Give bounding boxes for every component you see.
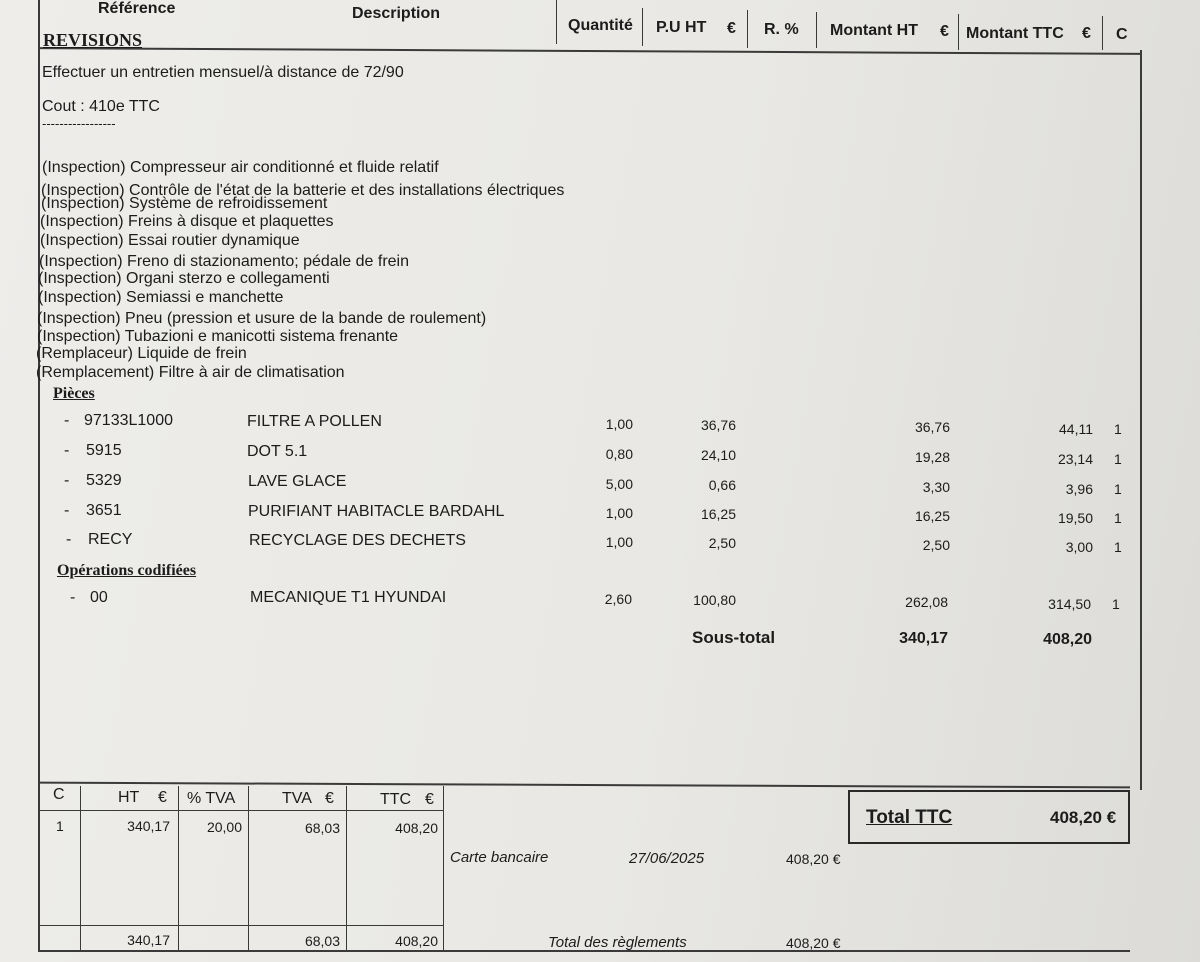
- operation-unit-price: 100,80: [693, 592, 736, 608]
- vat-row-ht: 340,17: [127, 818, 170, 834]
- vat-row-tva: 68,03: [304, 820, 340, 836]
- inspection-line: (Inspection) Contrôle de l'état de la batterie et des installations électriques: [41, 182, 565, 199]
- total-ttc-label: Total TTC: [866, 807, 953, 828]
- part-reference: 3651: [86, 502, 122, 519]
- part-description: DOT 5.1: [247, 443, 308, 460]
- vat-header-rate: % TVA: [187, 790, 236, 807]
- col-reference: Référence: [98, 0, 176, 17]
- col-amount-ht: Montant HT: [830, 22, 918, 39]
- col-unit-price: P.U HT: [656, 19, 707, 36]
- subtotal-label: Sous-total: [692, 628, 776, 647]
- section-title: REVISIONS: [43, 30, 143, 50]
- part-unit-price: 24,10: [700, 447, 736, 463]
- part-amount-ttc: 3,00: [1065, 539, 1093, 555]
- part-code: 1: [1114, 421, 1122, 437]
- vat-header-ht-currency: €: [158, 789, 167, 806]
- intro-line-2: Cout : 410e TTC: [42, 98, 160, 115]
- inspection-line: (Inspection) Pneu (pression et usure de la bande de roulement): [37, 310, 487, 327]
- inspection-line: (Remplacement) Filtre à air de climatisation: [36, 364, 345, 381]
- footer-top-line: [38, 782, 1130, 789]
- operation-amount-ttc: 314,50: [1048, 596, 1091, 612]
- col-discount: R. %: [764, 21, 799, 38]
- part-reference: 97133L1000: [84, 412, 173, 429]
- inspection-line: (Inspection) Essai routier dynamique: [40, 232, 300, 249]
- part-amount-ht: 16,25: [914, 508, 950, 524]
- part-reference: RECY: [88, 531, 133, 548]
- part-amount-ttc: 3,96: [1065, 481, 1093, 497]
- inspection-line: (Inspection) Organi sterzo e collegamenti: [38, 270, 330, 287]
- vat-total-ttc: 408,20: [395, 933, 438, 949]
- col-amount-ht-currency: €: [940, 23, 949, 40]
- col-amount-ttc: Montant TTC: [966, 25, 1064, 42]
- part-amount-ht: 19,28: [914, 449, 950, 465]
- payment-date: 27/06/2025: [629, 850, 705, 867]
- operation-description: MECANIQUE T1 HYUNDAI: [250, 589, 447, 606]
- frame-left: [38, 0, 40, 950]
- part-reference: 5915: [86, 442, 122, 459]
- inspection-line: (Inspection) Freno di stazionamento; pédale de frein: [39, 253, 409, 270]
- operations-title: Opérations codifiées: [57, 562, 197, 579]
- part-code: 1: [1114, 510, 1122, 526]
- payment-method: Carte bancaire: [450, 849, 549, 866]
- vat-total-tva: 68,03: [304, 933, 340, 949]
- col-unit-price-currency: €: [727, 20, 736, 37]
- vat-row-rate: 20,00: [206, 819, 242, 835]
- part-quantity: 0,80: [605, 446, 633, 462]
- inspection-line: (Inspection) Système de refroidissement: [41, 195, 328, 212]
- total-ttc-amount: 408,20 €: [1050, 808, 1117, 827]
- frame-right: [1140, 50, 1142, 790]
- intro-separator: -----------------: [42, 116, 116, 131]
- vat-header-ttc-currency: €: [425, 791, 434, 808]
- payments-total-amount: 408,20 €: [786, 935, 841, 951]
- part-reference: 5329: [86, 472, 122, 489]
- vat-total-ht: 340,17: [127, 932, 170, 948]
- inspection-line: (Inspection) Compresseur air conditionné et fluide relatif: [42, 159, 439, 176]
- part-amount-ttc: 44,11: [1059, 421, 1093, 437]
- part-unit-price: 0,66: [708, 477, 736, 493]
- part-quantity: 1,00: [605, 416, 633, 432]
- part-quantity: 5,00: [605, 476, 633, 492]
- subtotal-ttc: 408,20: [1043, 631, 1092, 648]
- vat-header-code: C: [53, 786, 65, 803]
- part-code: 1: [1114, 481, 1122, 497]
- part-unit-price: 16,25: [700, 506, 736, 522]
- vat-header-ht: HT: [118, 789, 140, 806]
- part-code: 1: [1114, 539, 1122, 555]
- col-quantity: Quantité: [568, 17, 633, 34]
- part-quantity: 1,00: [605, 534, 633, 550]
- inspection-line: (Inspection) Tubazioni e manicotti sistema frenante: [37, 328, 399, 345]
- part-code: 1: [1114, 451, 1122, 467]
- operation-reference: 00: [90, 589, 108, 606]
- operation-amount-ht: 262,08: [905, 594, 948, 610]
- subtotal-ht: 340,17: [899, 630, 948, 647]
- part-amount-ht: 36,76: [914, 419, 950, 435]
- inspection-line: (Inspection) Semiassi e manchette: [38, 289, 284, 306]
- part-unit-price: 2,50: [708, 535, 736, 551]
- part-amount-ht: 2,50: [922, 537, 950, 553]
- part-amount-ttc: 19,50: [1057, 510, 1093, 526]
- intro-line-1: Effectuer un entretien mensuel/à distance de 72/90: [42, 64, 404, 81]
- inspection-line: (Inspection) Freins à disque et plaquettes: [40, 213, 334, 230]
- part-quantity: 1,00: [605, 505, 633, 521]
- part-description: FILTRE A POLLEN: [247, 413, 382, 430]
- vat-row-ttc: 408,20: [395, 820, 438, 836]
- payment-amount: 408,20 €: [786, 851, 841, 867]
- vat-header-ttc: TTC: [380, 791, 412, 808]
- part-amount-ht: 3,30: [922, 479, 950, 495]
- part-description: RECYCLAGE DES DECHETS: [249, 532, 466, 549]
- part-amount-ttc: 23,14: [1057, 451, 1093, 467]
- total-ttc-box: [848, 790, 1130, 844]
- header-bottom-line: [38, 47, 1142, 55]
- part-description: LAVE GLACE: [248, 473, 347, 490]
- vat-row-code: 1: [56, 818, 64, 834]
- vat-header-tva: TVA: [282, 790, 312, 807]
- parts-title: Pièces: [53, 385, 95, 402]
- invoice-sheet: Référence Description Quantité P.U HT € R. % Montant HT € Montant TTC € C REVISIONS Effectuer un entretien mensuel/à distance de 72/90 Cout : 410e TTC ----------------- (Inspection) Compresseur air conditionné et fluide relatif (Inspection) Contrôle de l'état de la batterie et des installations électriques (Inspection) Système de refroidissement (Inspection) Freins à disque et plaquettes (Inspection) Essai routier dynamique (Inspection) Freno di stazionamento; pédale de frein (Inspection) Organi sterzo e collegamenti (Inspection) Semiassi e manchette (Inspection) Pneu (pression et usure de la bande de roulement) (Inspection) Tubazioni e manicotti sistema frenante (Remplaceur) Liquide de frein (Remplacement) Filtre à air de climatisation Pièces - 97133L1000 FILTRE A POLLEN 1,00 36,76 36,76 44,11 1 - 5915 DOT 5.1 0,80 24,10 19,28 23,14 1 - 5329 LAVE GLACE 5,00 0,66 3,30 3,96 1 - 3651 PURIFIANT HABITACLE BARDAHL 1,00 16,25 16,25 19,50 1 - RECY RECYCLAGE DES DECHETS 1,00 2,50 2,50 3,00 1 Opérations codifiées - 00 MECANIQUE T1 HYUNDAI 2,60 100,80 262,08 314,50 1 Sous-total 340,17 408,20 C HT € % TVA TVA € TTC € 1 340,17 20,00 68,03 408,20 340,17 68,03 408,20 Carte bancaire 27/06/2025 408,20 € Total des règlements 408,20 € Total TTC 408,20 €: [0, 0, 1200, 962]
- part-unit-price: 36,76: [700, 417, 736, 433]
- operation-quantity: 2,60: [604, 591, 632, 607]
- operation-code: 1: [1112, 596, 1120, 612]
- col-code: C: [1116, 26, 1128, 43]
- col-description: Description: [352, 5, 441, 22]
- col-amount-ttc-currency: €: [1082, 25, 1091, 42]
- part-description: PURIFIANT HABITACLE BARDAHL: [248, 503, 505, 520]
- payments-total-label: Total des règlements: [548, 934, 687, 951]
- vat-header-tva-currency: €: [325, 790, 334, 807]
- inspection-line: (Remplaceur) Liquide de frein: [36, 345, 247, 362]
